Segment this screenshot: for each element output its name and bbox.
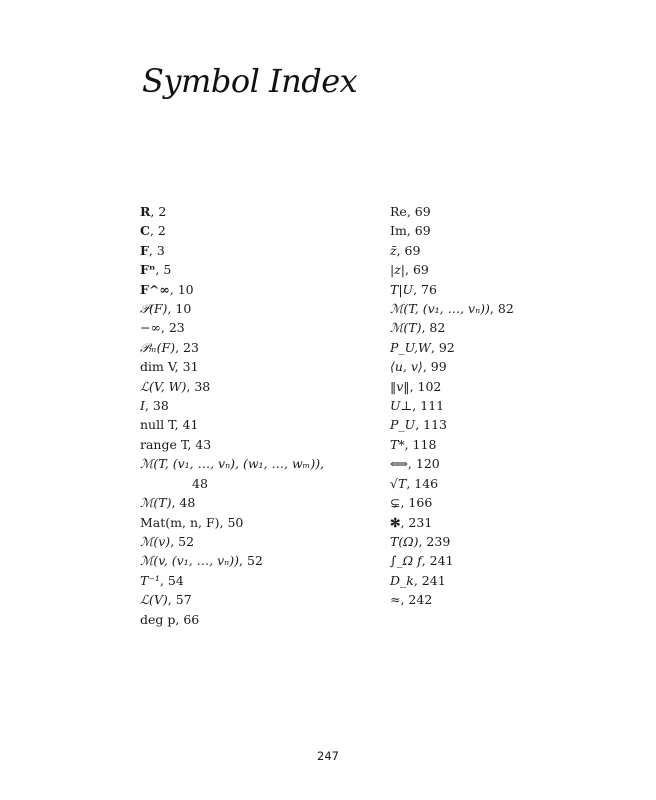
index-entry [140, 280, 376, 299]
index-symbol: D_k [390, 572, 414, 588]
index-page-ref: , 69 [396, 242, 421, 258]
index-entry [140, 532, 376, 551]
index-page-ref: , 10 [169, 281, 194, 297]
index-entry [140, 318, 376, 337]
index-entry [390, 435, 610, 454]
index-entry [140, 454, 376, 473]
index-entry [140, 415, 376, 434]
index-page-ref: , 52 [239, 553, 263, 569]
index-symbol: √T [390, 475, 407, 491]
index-page-ref: , 31 [174, 359, 199, 375]
index-symbol: ℳ(T, (v₁, …, vₙ)) [390, 301, 490, 317]
index-page-ref: , 69 [406, 223, 431, 239]
index-symbol: ℒ(V, W) [140, 378, 187, 394]
index-symbol: P_U,W [390, 339, 431, 355]
index-symbol: T* [390, 436, 405, 452]
index-page-ref: , 82 [421, 320, 446, 336]
index-page-ref: , 66 [175, 611, 200, 627]
index-page-ref: , 38 [186, 378, 211, 394]
index-entry [140, 241, 376, 260]
index-entry [140, 396, 376, 415]
index-entry [140, 590, 376, 609]
index-entry [390, 241, 610, 260]
index-symbol: R [140, 204, 151, 219]
index-page-ref: , 242 [400, 592, 433, 608]
index-entry [390, 551, 610, 570]
index-page-ref: , 48 [171, 495, 196, 511]
index-symbol: T|U [390, 281, 414, 297]
index-symbol: 𝒫ₘ(F) [140, 339, 176, 355]
index-entry [390, 260, 610, 279]
index-page-ref: , 43 [187, 436, 212, 452]
index-page-ref: , 102 [409, 378, 442, 394]
index-symbol: ℳ(T) [390, 320, 422, 336]
index-page-ref: , 41 [174, 417, 199, 433]
index-page-ref: , 92 [430, 339, 455, 355]
index-symbol: F [140, 242, 149, 258]
index-entry [390, 299, 610, 318]
index-entry [140, 610, 376, 629]
index-page-ref: , 10 [167, 301, 192, 317]
index-entry [390, 338, 610, 357]
index-page-ref: , 82 [489, 301, 514, 317]
index-symbol: ℳ(v) [140, 533, 171, 549]
index-entry [390, 571, 610, 590]
index-symbol: Fⁿ [140, 262, 156, 278]
index-symbol: T⁻¹ [140, 572, 160, 588]
index-entry [140, 435, 376, 454]
index-entry [140, 474, 376, 493]
index-symbol: P_U [390, 417, 416, 433]
index-symbol: ⟨u, v⟩ [390, 359, 423, 375]
symbol-list-left [140, 202, 376, 629]
index-page-ref: , 69 [406, 204, 431, 219]
index-symbol: ∫_Ω f [390, 553, 422, 569]
index-page-ref: , 166 [400, 495, 433, 511]
index-symbol: Re [390, 204, 407, 219]
index-page-ref: , 113 [415, 417, 448, 433]
index-entry [140, 513, 376, 532]
index-page-ref: , 52 [170, 533, 195, 549]
index-symbol: C [140, 223, 150, 239]
index-entry [140, 221, 376, 240]
index-page-ref: , 76 [413, 281, 437, 297]
index-entry [390, 513, 610, 532]
index-symbol: F^∞ [140, 281, 170, 297]
index-entry [140, 338, 376, 357]
index-entry [390, 493, 610, 512]
index-page-ref: , 146 [406, 475, 439, 491]
index-symbol: |z| [390, 262, 406, 278]
index-page-ref: , 241 [413, 572, 446, 588]
index-page-ref: , 241 [421, 553, 454, 569]
index-symbol: deg p [140, 611, 176, 627]
index-symbol: U⊥ [390, 398, 413, 414]
index-entry [390, 474, 610, 493]
index-symbol: ≈ [390, 592, 401, 608]
index-entry [390, 202, 610, 221]
index-symbol: Mat(m, n, F) [140, 514, 220, 530]
index-symbol: ℒ(V) [140, 592, 168, 608]
index-page-ref: , 111 [412, 398, 445, 414]
index-page-ref: , 2 [149, 223, 166, 239]
index-symbol: ℳ(T, (v₁, …, vₙ), (w₁, …, wₘ)), [140, 456, 325, 472]
index-page-ref: , 54 [159, 572, 184, 588]
index-symbol: ℳ(T) [140, 495, 172, 511]
index-entry [140, 357, 376, 376]
index-entry [390, 377, 610, 396]
index-entry [390, 454, 610, 473]
symbol-list-right [390, 202, 610, 610]
index-symbol: ✻ [390, 514, 401, 530]
index-entry [390, 590, 610, 609]
page-title: Symbol Index [142, 62, 358, 100]
index-entry [140, 493, 376, 512]
index-page-ref: , 239 [418, 533, 451, 549]
index-entry [140, 571, 376, 590]
index-symbol: I [140, 398, 145, 414]
index-page-ref: , 120 [407, 456, 440, 472]
index-entry [140, 551, 376, 570]
index-symbol: ⟺ [390, 456, 408, 472]
index-symbol: ⊊ [390, 495, 401, 511]
index-symbol: z̄ [390, 242, 397, 258]
index-entry [390, 415, 610, 434]
index-page-ref: , 3 [148, 242, 165, 258]
index-page-ref: , 57 [167, 592, 192, 608]
index-symbol: 𝒫(F) [140, 301, 168, 317]
index-symbol: ‖v‖ [390, 378, 410, 394]
index-page-ref: , 23 [160, 320, 185, 336]
index-page-ref: , 118 [404, 436, 437, 452]
index-symbol: null T [140, 417, 175, 433]
index-entry [140, 202, 376, 221]
index-entry [390, 532, 610, 551]
index-page-ref: , 99 [422, 359, 447, 375]
index-page-ref: , 50 [219, 514, 244, 530]
index-entry [390, 357, 610, 376]
index-entry [140, 299, 376, 318]
index-symbol: range T [140, 436, 188, 452]
index-page-ref: , 69 [405, 262, 429, 278]
index-page-ref: , 2 [150, 204, 167, 219]
index-page-ref: 48 [192, 475, 208, 491]
index-symbol: Im [390, 223, 407, 239]
index-symbol: T(Ω) [390, 533, 419, 549]
index-entry [390, 396, 610, 415]
index-page-ref: , 231 [400, 514, 433, 530]
index-entry [390, 280, 610, 299]
index-entry [390, 221, 610, 240]
index-entry [390, 318, 610, 337]
page-number: 247 [317, 749, 339, 763]
index-page-ref: , 38 [144, 398, 169, 414]
index-entry [140, 377, 376, 396]
index-symbol: −∞ [140, 320, 161, 336]
index-symbol: ℳ(v, (v₁, …, vₙ)) [140, 553, 239, 569]
index-page-ref: , 5 [155, 262, 172, 278]
index-page-ref: , 23 [175, 339, 199, 355]
index-entry [140, 260, 376, 279]
index-symbol: dim V [140, 359, 175, 375]
